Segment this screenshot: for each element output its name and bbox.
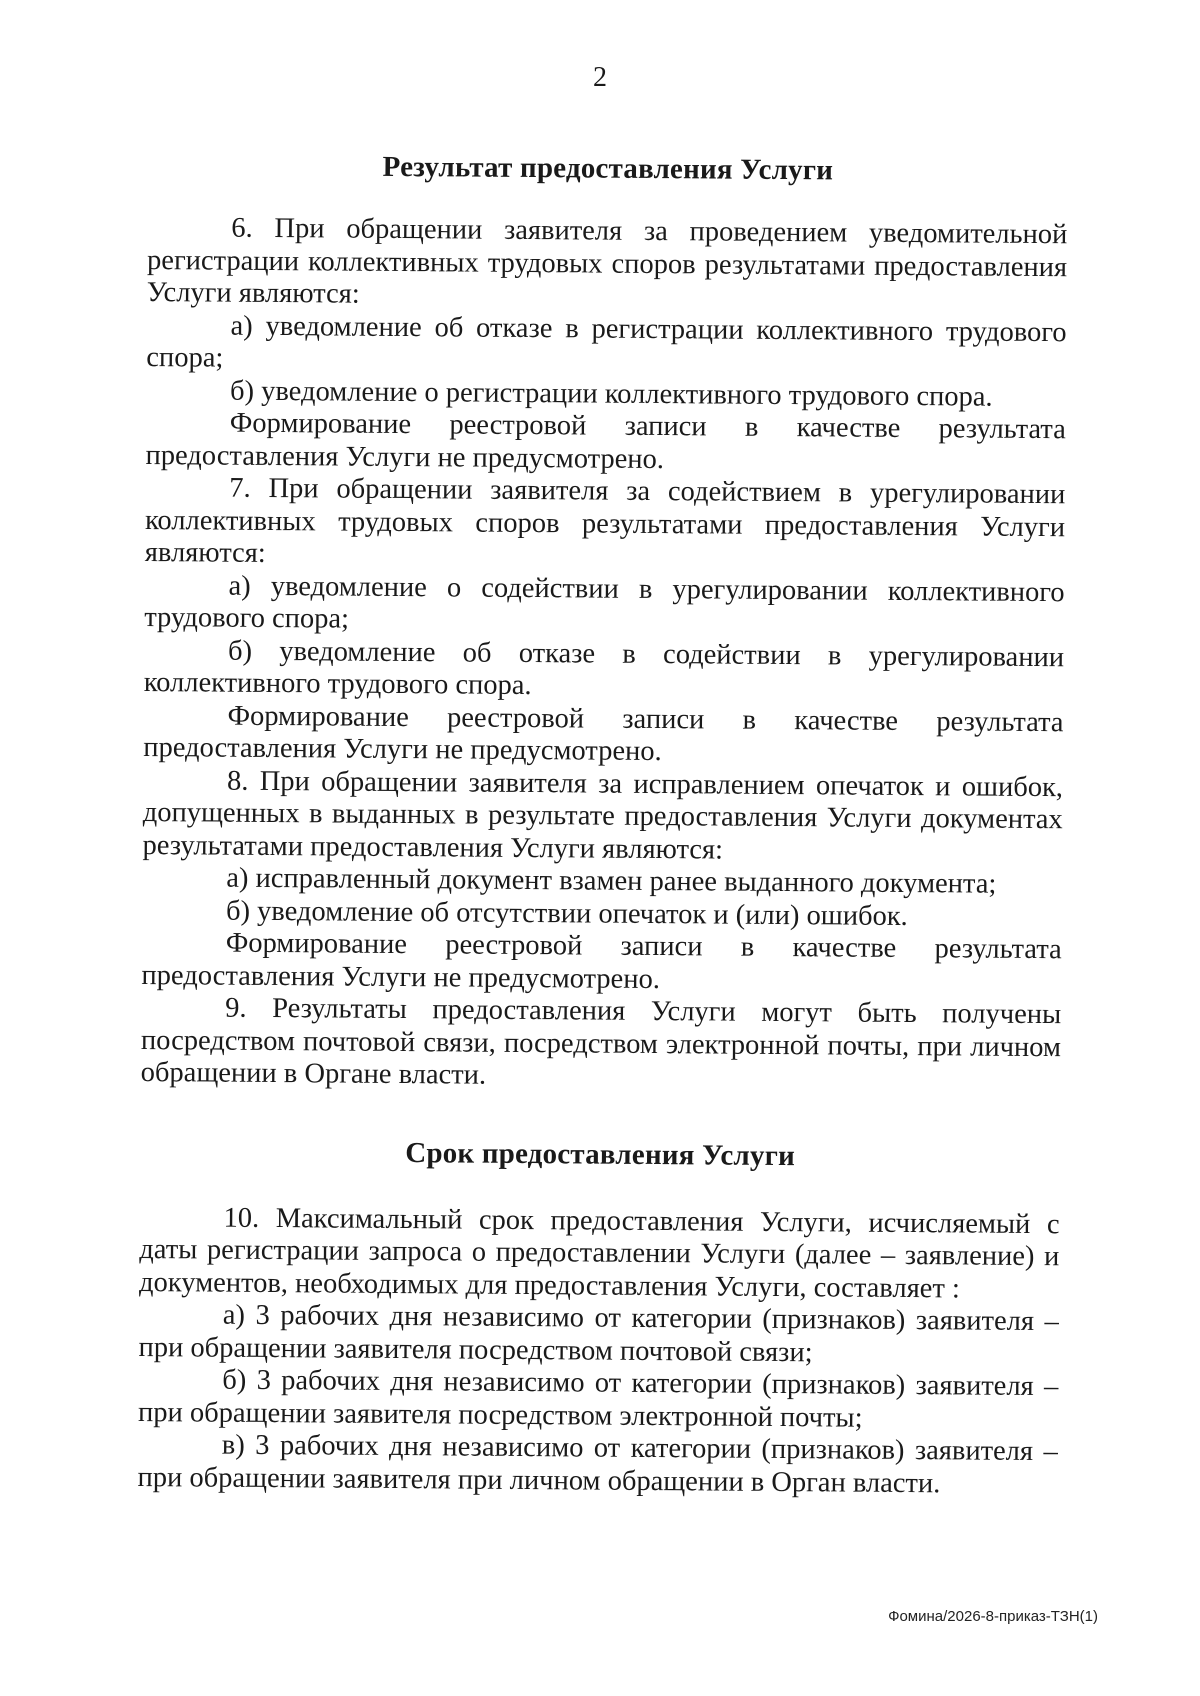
- paragraph-10v: в) 3 рабочих дня независимо от категории (признаков) заявителя – при обращении заявителя при личном обращении в Орган власти.: [137, 1429, 1058, 1499]
- section-title-result: Результат предоставления Услуги: [382, 150, 834, 187]
- paragraph-10: 10. Максимальный срок предоставления Услуги, исчисляемый с даты регистрации запроса о предоставлении Услуги (далее – заявление) и документов, необходимых для предоставления Услуги, составляет :: [138, 1202, 1060, 1304]
- paragraph-7b: б) уведомление об отказе в содействии в урегулировании коллективного трудового спора.: [143, 635, 1065, 702]
- paragraph-6b: б) уведомление о регистрации коллективного трудового спора.: [229, 375, 993, 413]
- paragraph-8b: б) уведомление об отсутствии опечаток и (или) ошибок.: [225, 895, 908, 932]
- paragraph-7-registry-note: Формирование реестровой записи в качестве результата предоставления Услуги не предусмотрено.: [143, 700, 1064, 768]
- section-title-term: Срок предоставления Услуги: [405, 1136, 796, 1172]
- paragraph-10b: б) 3 рабочих дня независимо от категории (признаков) заявителя – при обращении заявителя посредством электронной почты;: [137, 1364, 1059, 1434]
- paragraph-8-registry-note: Формирование реестровой записи в качестве результата предоставления Услуги не предусмотрено.: [141, 927, 1062, 995]
- paragraph-8: 8. При обращении заявителя за исправлением опечаток и ошибок, допущенных в выданных в результате предоставления Услуги документах результатами предоставления Услуги являются:: [142, 765, 1064, 866]
- document-body: [137, 148, 1068, 1501]
- page-number: 2: [593, 62, 607, 93]
- paragraph-8a: а) исправленный документ взамен ранее выданного документа;: [226, 862, 997, 900]
- paragraph-9: 9. Результаты предоставления Услуги могут быть получены посредством почтовой связи, посредством электронной почты, при личном обращении в Органе власти.: [140, 992, 1062, 1091]
- paragraph-7a: а) уведомление о содействии в урегулировании коллективного трудового спора;: [144, 570, 1065, 635]
- paragraph-6a: а) уведомление об отказе в регистрации коллективного трудового спора;: [146, 310, 1067, 374]
- paragraph-6: 6. При обращении заявителя за проведением уведомительной регистрации коллективных трудовых споров результатами предоставления Услуги являются:: [146, 212, 1068, 310]
- document-footer-code: Фомина/2026-8-приказ-ТЗН(1): [888, 1608, 1098, 1625]
- paragraph-7: 7. При обращении заявителя за содействием в урегулировании коллективных трудовых споров результатами предоставления Услуги являются:: [144, 472, 1066, 569]
- paragraph-10a: а) 3 рабочих дня независимо от категории (признаков) заявителя – при обращении заявителя посредством почтовой связи;: [138, 1299, 1059, 1368]
- paragraph-6-registry-note: Формирование реестровой записи в качестве результата предоставления Услуги не предусмотрено.: [145, 407, 1066, 475]
